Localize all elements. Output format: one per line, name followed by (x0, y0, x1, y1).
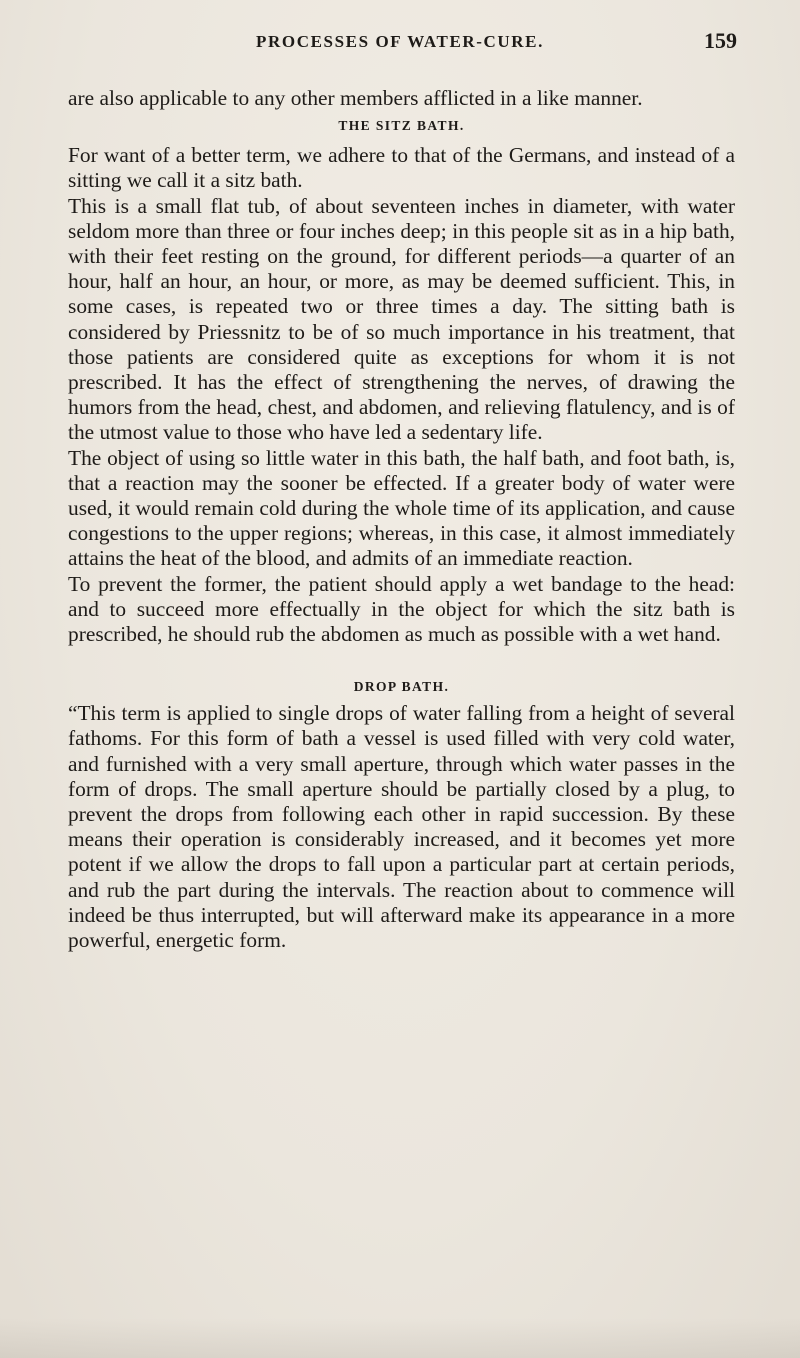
sitz-paragraph-2: This is a small flat tub, of about seventeen inches in diameter, with water seldom more than three or four inches deep; in this people sit as in a hip bath, with their feet resting on the ground, for different periods—a quarter of an hour, half an hour, an hour, or more, as may be deemed sufficient. This, in some cases, is repeated two or three times a day. The sitting bath is considered by Priessnitz to be of so much importance in his treatment, that those patients are considered quite as exceptions for whom it is not prescribed. It has the effect of strengthening the nerves, of drawing the humors from the head, chest, and abdomen, and relieving flatulency, and is of the utmost value to those who have led a sedentary life. (68, 193, 735, 445)
sitz-paragraph-3: The object of using so little water in this bath, the half bath, and foot bath, is, that a reaction may the sooner be effected. If a greater body of water were used, it would remain cold during the whole time of its application, and cause congestions to the upper regions; whereas, in this case, it almost immediately attains the heat of the blood, and admits of an immediate reaction. (68, 445, 735, 571)
page-header (0, 28, 800, 58)
drop-bath-heading: DROP BATH. (353, 679, 450, 695)
page-number: 159 (704, 28, 737, 53)
sitz-paragraph-1: For want of a better term, we adhere to that of the Germans, and instead of a sitting we call it a sitz bath. (68, 143, 735, 193)
running-head: PROCESSES OF WATER-CURE. (256, 32, 544, 51)
intro-paragraph: are also applicable to any other members afflicted in a like manner. (68, 86, 643, 110)
drop-paragraph-1: “This term is applied to single drops of water falling from a height of several fathoms. For this form of bath a vessel is used filled with very cold water, and furnished with a very small aperture, through which water passes in the form of drops. The small aperture should be partially closed by a plug, to prevent the drops from following each other in rapid succession. By these means their operation is considerably increased, and it becomes yet more potent if we allow the drops to fall upon a particular part at certain periods, and rub the part during the intervals. The reaction about to commence will indeed be thus interrupted, but will afterward make its appearance in a more powerful, energetic form. (68, 701, 735, 953)
page-edge-shadow (0, 1318, 800, 1358)
sitz-bath-heading: THE SITZ BATH. (338, 118, 465, 134)
sitz-paragraph-4: To prevent the former, the patient should apply a wet bandage to the head: and to succeed more effectually in the object for which the sitz bath is prescribed, he should rub the abdomen as much as possible with a wet hand. (68, 571, 735, 647)
body-text (68, 86, 735, 953)
